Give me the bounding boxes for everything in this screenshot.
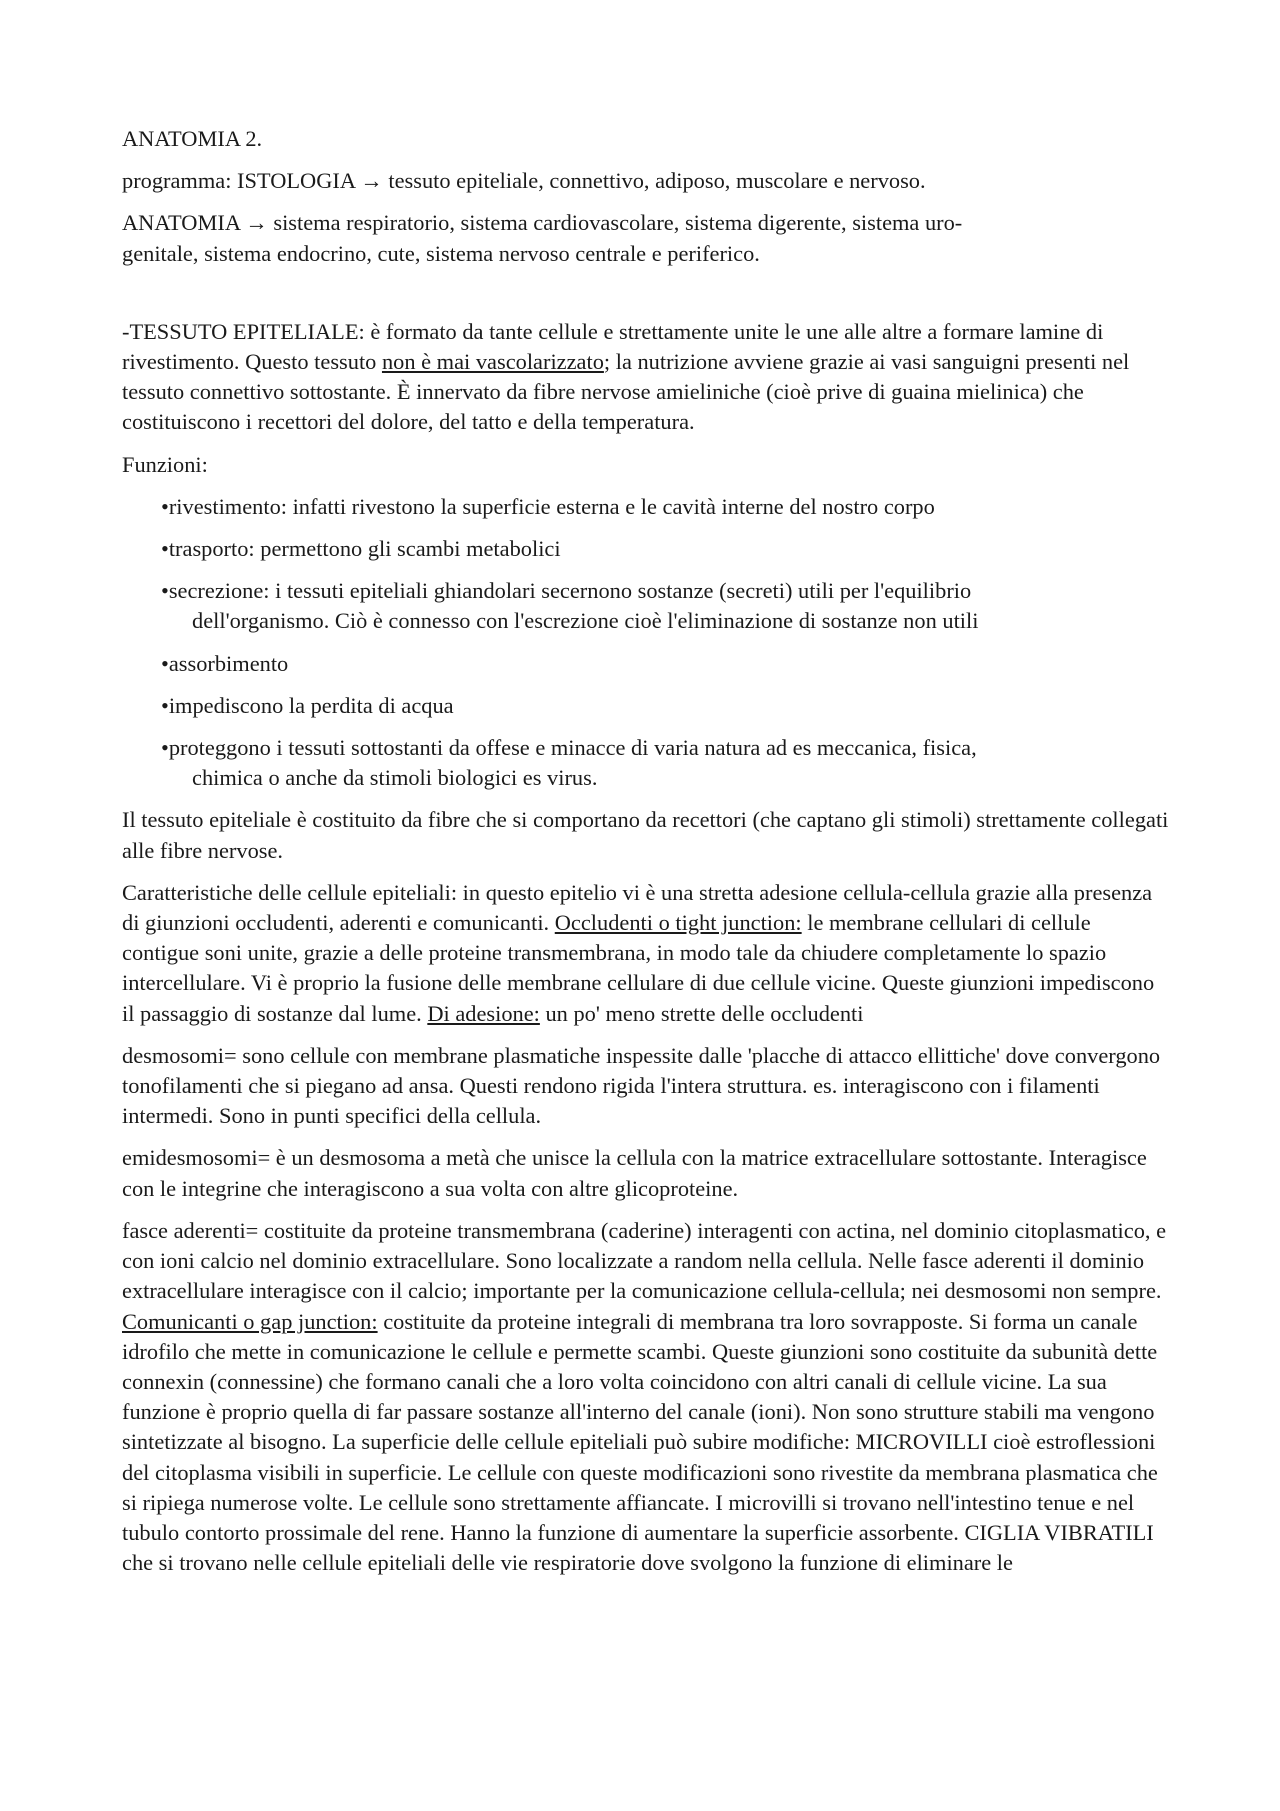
list-item-text: •secrezione: i tessuti epiteliali ghiandolari secernono sostanze (secreti) utili per l'equilibrio: [161, 578, 972, 604]
epiteliale-paragraph: [122, 317, 1172, 438]
list-item-text: •impediscono la perdita di acqua: [161, 692, 454, 718]
caratteristiche-text-3: un po' meno strette delle occludenti: [539, 1000, 864, 1026]
fibre-paragraph: Il tessuto epiteliale è costituito da fibre che si comportano da recettori (che captano gli stimoli) strettamente collegati alle fibre nervose.: [122, 807, 1169, 863]
list-item-text: •rivestimento: infatti rivestono la superficie esterna e le cavità interne del nostro corpo: [161, 493, 935, 519]
section-gap: [122, 281, 1172, 317]
list-item-continuation: chimica o anche da stimoli biologici es virus.: [192, 765, 598, 791]
list-item: [122, 534, 1172, 564]
fasce-text-2: costituite da proteine integrali di membrana tra loro sovrapposte. Si forma un canale idrofilo che mette in comunicazione le cellule e permette scambi. Queste giunzioni sono costituite da subunità dette connexin (connessine) che formano canali che a loro volta coincidono con altri canali di cellule vicine. La sua funzione è proprio quella di far passare sostanze all'interno del canale (ioni). Non sono strutture stabili ma vengono sintetizzate al bisogno. La superficie delle cellule epiteliali può subire modifiche: MICROVILLI cioè estroflessioni del citoplasma visibili in superficie. Le cellule con queste modificazioni sono rivestite da membrana plasmatica che si ripiega numerose volte. Le cellule sono strettamente affiancate. I microvilli si trovano nell'intestino tenue e nel tubulo contorto prossimale del rene. Hanno la funzione di aumentare la superficie assorbente. CIGLIA VIBRATILI che si trovano nelle cellule epiteliali delle vie respiratorie dove svolgono la funzione di eliminare le: [122, 1308, 1158, 1576]
list-item: [122, 492, 1172, 522]
epiteliale-text-1: -TESSUTO EPITELIALE: è formato da tante cellule e strettamente unite le une alle altre a formare lamine di rivestimento. Questo tessuto: [122, 318, 1104, 375]
occludenti-underlined: Occludenti o tight junction:: [554, 910, 802, 936]
list-item: [122, 576, 1172, 636]
programma-line: programma: ISTOLOGIA → tessuto epiteliale, connettivo, adiposo, muscolare e nervoso.: [122, 168, 926, 194]
fasce-paragraph: [122, 1216, 1172, 1578]
fasce-text-1: fasce aderenti= costituite da proteine transmembrana (caderine) interagenti con actina, nel dominio citoplasmatico, e con ioni calcio nel dominio extracellulare. Sono localizzate a random nella cellula. Nelle fasce aderenti il dominio extracellulare interagisce con il calcio; importante per la comunicazione cellula-cellula; nei desmosomi non sempre.: [122, 1217, 1167, 1304]
caratteristiche-text-2: le membrane cellulari di cellule contigue soni unite, grazie a delle proteine transmembrana, in modo tale da chiudere completamente lo spazio intercellulare. Vi è proprio la fusione delle membrane cellulare di due cellule vicine. Queste giunzioni impediscono il passaggio di sostanze dal lume.: [122, 910, 1155, 1026]
epiteliale-underlined: non è mai vascolarizzato: [381, 349, 604, 375]
list-item: [122, 691, 1172, 721]
caratteristiche-text-1: Caratteristiche delle cellule epiteliali: in questo epitelio vi è una stretta adesione cellula-cellula grazie alla presenza di giunzioni occludenti, aderenti e comunicanti.: [122, 879, 1153, 936]
list-item-text: •trasporto: permettono gli scambi metabolici: [161, 536, 561, 562]
document-heading: ANATOMIA 2.: [122, 126, 263, 151]
list-item-text: •assorbimento: [161, 650, 289, 676]
list-item: [122, 733, 1172, 793]
list-item-text: •proteggono i tessuti sottostanti da offese e minacce di varia natura ad es meccanica, fisica,: [161, 735, 977, 761]
anatomia-line-2: genitale, sistema endocrino, cute, sistema nervoso centrale e periferico.: [122, 240, 760, 266]
emidesmosomi-paragraph: emidesmosomi= è un desmosoma a metà che unisce la cellula con la matrice extracellulare sottostante. Interagisce con le integrine che interagiscono a sua volta con altre glicoproteine.: [122, 1145, 1147, 1201]
caratteristiche-paragraph: [122, 878, 1172, 1029]
anatomia-paragraph: [122, 208, 1172, 268]
epiteliale-text-2: ; la nutrizione avviene grazie ai vasi sanguigni presenti nel tessuto connettivo sottostante. È innervato da fibre nervose amieliniche (cioè prive di guaina mielinica) che costituiscono i recettori del dolore, del tatto e della temperatura.: [122, 349, 1130, 435]
document-page: [122, 124, 1172, 1590]
adesione-underlined: Di adesione:: [427, 1000, 540, 1026]
list-item-continuation: dell'organismo. Ciò è connesso con l'escrezione cioè l'eliminazione di sostanze non utili: [192, 608, 979, 634]
anatomia-line-1: ANATOMIA → sistema respiratorio, sistema cardiovascolare, sistema digerente, sistema uro-: [122, 210, 963, 236]
list-item: [122, 649, 1172, 679]
desmosomi-paragraph: desmosomi= sono cellule con membrane plasmatiche inspessite dalle 'placche di attacco ellittiche' dove convergono tonofilamenti che si piegano ad ansa. Questi rendono rigida l'intera struttura. es. interagiscono con i filamenti intermedi. Sono in punti specifici della cellula.: [122, 1042, 1161, 1129]
gap-junction-underlined: Comunicanti o gap junction:: [122, 1308, 378, 1334]
funzioni-label: Funzioni:: [122, 451, 208, 477]
